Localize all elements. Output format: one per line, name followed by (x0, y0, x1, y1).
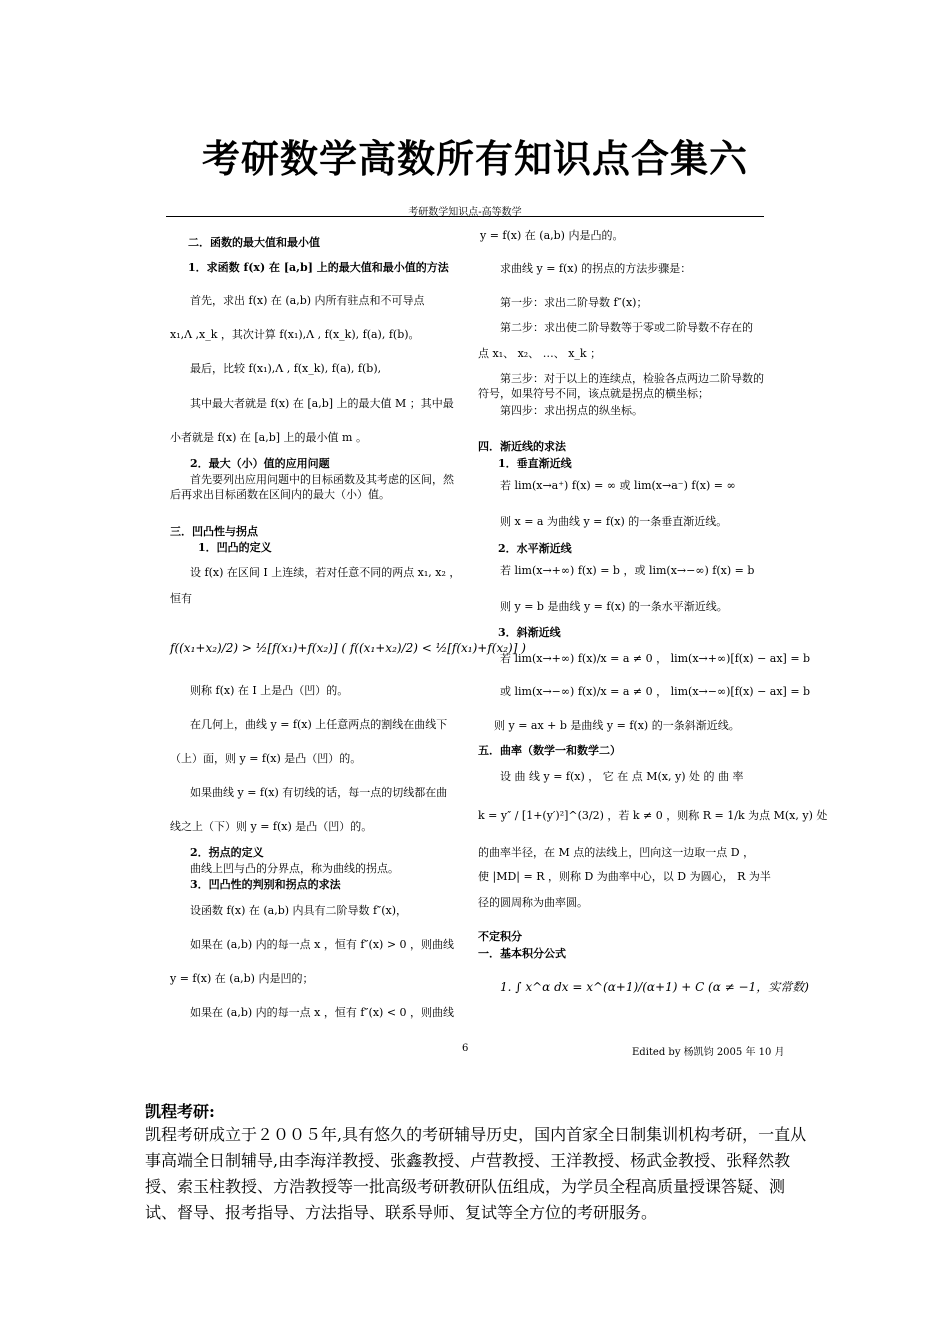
text-line: 如果在 (a,b) 内的每一点 x ，恒有 f″(x) < 0 ，则曲线 (190, 1006, 455, 1019)
formula-line: 若 lim(x→+∞) f(x) = b ，或 lim(x→−∞) f(x) = b (500, 564, 755, 577)
subsection-heading: 2．水平渐近线 (498, 542, 572, 555)
formula-line: 或 lim(x→−∞) f(x)/x = a ≠ 0 ， lim(x→−∞)[f(x) − ax] = b (500, 685, 811, 698)
text-line: 点 x₁、 x₂、 …、 x_k ； (478, 347, 602, 360)
text-line: 求曲线 y = f(x) 的拐点的方法步骤是： (500, 262, 692, 275)
formula-line: 若 lim(x→a⁺) f(x) = ∞ 或 lim(x→a⁻) f(x) = ∞ (500, 479, 736, 492)
text-line: 如果在 (a,b) 内的每一点 x ，恒有 f″(x) > 0 ，则曲线 (190, 938, 455, 951)
integral-formula: 1. ∫ x^α dx = x^(α+1)/(α+1) + C (α ≠ −1，实常数) (500, 980, 809, 994)
text-line: 则 y = b 是曲线 y = f(x) 的一条水平渐近线。 (500, 600, 728, 613)
text-line: 径的圆周称为曲率圆。 (478, 896, 588, 909)
section-heading: 四．渐近线的求法 (478, 440, 566, 453)
page-title: 考研数学高数所有知识点合集六 (201, 136, 748, 181)
text-line: 如果曲线 y = f(x) 有切线的话，每一点的切线都在曲 (190, 786, 448, 799)
text-line: x₁,Λ ,x_k ，其次计算 f(x₁),Λ , f(x_k), f(a), f(b)。 (170, 328, 420, 341)
text-line: y = f(x) 在 (a,b) 内是凸的。 (480, 229, 624, 242)
subsection-heading: 2．最大（小）值的应用问题 (190, 457, 330, 470)
subsection-heading: 3．斜渐近线 (498, 626, 561, 639)
text-line: 线之上（下）则 y = f(x) 是凸（凹）的。 (170, 820, 373, 833)
text-line: 曲线上凹与凸的分界点，称为曲线的拐点。 (190, 862, 399, 875)
text-line: 设 曲 线 y = f(x) ， 它 在 点 M(x, y) 处 的 曲 率 (500, 770, 744, 783)
text-line: 的曲率半径，在 M 点的法线上，凹向这一边取一点 D ， (478, 846, 755, 859)
text-line: 第一步：求出二阶导数 f″(x)； (500, 296, 648, 309)
text-line: 在几何上，曲线 y = f(x) 上任意两点的割线在曲线下 (190, 718, 448, 731)
convexity-formula: f((x₁+x₂)/2) > ½[f(x₁)+f(x₂)] ( f((x₁+x₂)/2) < ½[f(x₁)+f(x₂)] ) (170, 641, 526, 655)
text-line: （上）面，则 y = f(x) 是凸（凹）的。 (170, 752, 362, 765)
text-line: 设函数 f(x) 在 (a,b) 内具有二阶导数 f″(x)， (190, 904, 407, 917)
text-line: 设 f(x) 在区间 I 上连续，若对任意不同的两点 x₁, x₂ ， (190, 566, 461, 579)
text-line: 第四步：求出拐点的纵坐标。 (500, 404, 643, 417)
subsection-heading: 一．基本积分公式 (478, 947, 566, 960)
text-line: 则称 f(x) 在 I 上是凸（凹）的。 (190, 684, 349, 697)
text-line: 其中最大者就是 f(x) 在 [a,b] 上的最大值 M ；其中最 (190, 397, 454, 410)
header-rule (166, 216, 764, 217)
page-number: 6 (462, 1043, 469, 1054)
kaicheng-paragraph: 凯程考研成立于２００５年,具有悠久的考研辅导历史，国内首家全日制集训机构考研，一直从事高端全日制辅导,由李海洋教授、张鑫教授、卢营教授、王洋教授、杨武金教授、张释然教授、索玉柱教授、方浩教授等一批高级考研教研队伍组成，为学员全程高质量授课答疑、测试、督导、报考指导、方法指导、联系导师、复试等全方位的考研服务。 (145, 1125, 807, 1222)
subsection-heading: 3．凹凸性的判别和拐点的求法 (190, 878, 341, 891)
text-line: 则 x = a 为曲线 y = f(x) 的一条垂直渐近线。 (500, 515, 728, 528)
curvature-formula: k = y″ / [1+(y′)²]^(3/2) ，若 k ≠ 0 ，则称 R = 1/k 为点 M(x, y) 处 (478, 809, 828, 822)
section-heading: 五．曲率（数学一和数学二） (478, 744, 621, 757)
edited-by: Edited by 杨凯钧 2005 年 10 月 (632, 1047, 785, 1058)
text-line: 小者就是 f(x) 在 [a,b] 上的最小值 m 。 (170, 431, 367, 444)
text-line: 最后，比较 f(x₁),Λ , f(x_k), f(a), f(b), (190, 362, 382, 375)
text-line: 则 y = ax + b 是曲线 y = f(x) 的一条斜渐近线。 (494, 719, 740, 732)
text-line: y = f(x) 在 (a,b) 内是凹的； (170, 972, 314, 985)
section-heading: 三．凹凸性与拐点 (170, 525, 258, 538)
text-line: 恒有 (170, 592, 192, 605)
section-heading: 不定积分 (478, 930, 522, 943)
text-line: 第二步：求出使二阶导数等于零或二阶导数不存在的 (500, 321, 753, 334)
text-line: 使 |MD| = R ，则称 D 为曲率中心，以 D 为圆心， R 为半 (478, 870, 771, 883)
subsection-heading: 1．求函数 f(x) 在 [a,b] 上的最大值和最小值的方法 (188, 261, 449, 274)
formula-line: 若 lim(x→+∞) f(x)/x = a ≠ 0 ， lim(x→+∞)[f(x) − ax] = b (500, 652, 811, 665)
section-heading: 二．函数的最大值和最小值 (188, 236, 320, 249)
subsection-heading: 2．拐点的定义 (190, 846, 264, 859)
text-paragraph: 首先要列出应用问题中的目标函数及其考虑的区间，然后再求出目标函数在区间内的最大（小）值。 (170, 473, 454, 501)
text-line: 首先，求出 f(x) 在 (a,b) 内所有驻点和不可导点 (190, 294, 425, 307)
subsection-heading: 1．凹凸的定义 (198, 541, 272, 554)
running-header: 考研数学知识点-高等数学 (408, 207, 522, 218)
text-paragraph: 第三步：对于以上的连续点，检验各点两边二阶导数的符号，如果符号不同，该点就是拐点的横坐标； (478, 372, 764, 400)
kaicheng-heading: 凯程考研: (145, 1102, 215, 1121)
subsection-heading: 1．垂直渐近线 (498, 457, 572, 470)
